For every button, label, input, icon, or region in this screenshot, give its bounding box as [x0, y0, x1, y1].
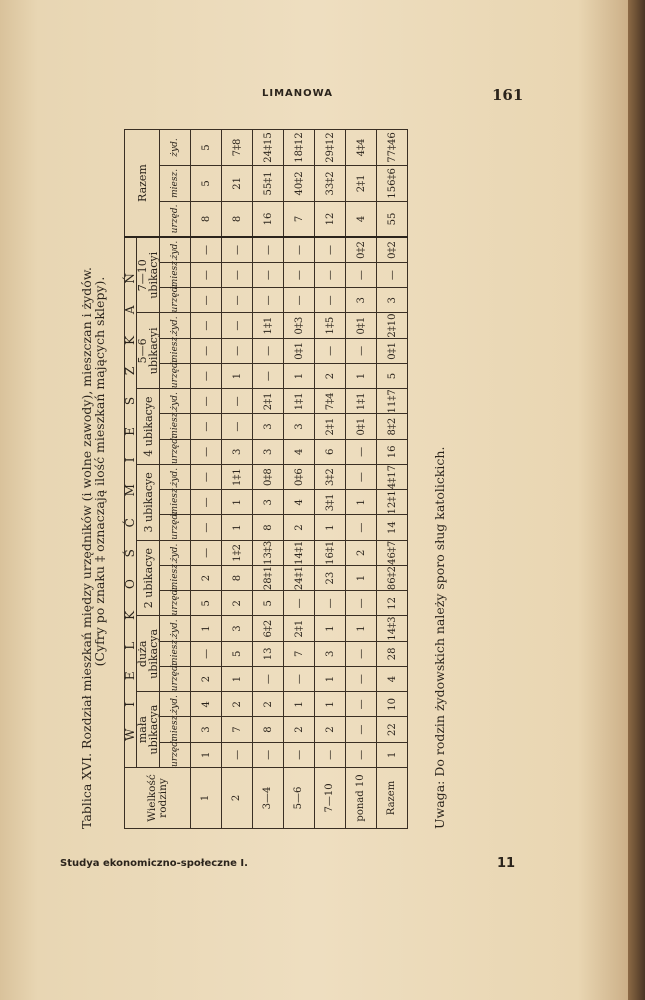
table-cell: 8‡2: [377, 414, 408, 439]
sub-header: żyd.: [160, 540, 191, 565]
table-cell: —: [315, 262, 346, 287]
table-cell: —: [191, 288, 222, 313]
table-cell: —: [253, 237, 284, 262]
table-cell: —: [346, 717, 377, 742]
table-cell: —: [191, 313, 222, 338]
rotated-table-block: [80, 114, 480, 829]
table-cell: 23: [315, 565, 346, 590]
table-cell: —: [191, 490, 222, 515]
table-cell: 3: [253, 414, 284, 439]
table-cell: 16: [377, 439, 408, 464]
table-cell: 5: [377, 363, 408, 388]
sub-header: żyd.: [160, 692, 191, 717]
table-cell: —: [346, 666, 377, 691]
table-cell: 4: [284, 439, 315, 464]
table-cell: 5: [191, 130, 222, 166]
table-cell: 7: [284, 201, 315, 237]
sub-header: żyd.: [160, 389, 191, 414]
table-cell: —: [191, 262, 222, 287]
table-cell: —: [346, 692, 377, 717]
table-cell: 1‡1: [253, 313, 284, 338]
table-cell: 5: [253, 591, 284, 616]
table-cell: —: [222, 389, 253, 414]
table-cell: 28‡1: [253, 565, 284, 590]
table-cell: 3: [284, 414, 315, 439]
table-cell: 8: [222, 201, 253, 237]
table-cell: —: [346, 641, 377, 666]
table-cell: —: [253, 288, 284, 313]
book-edge: [628, 0, 645, 1000]
table-cell: 3: [191, 717, 222, 742]
table-cell: —: [222, 414, 253, 439]
table-cell: 156‡6: [377, 166, 408, 202]
table-cell: 21: [222, 166, 253, 202]
table-cell: 3: [253, 490, 284, 515]
table-cell: —: [222, 237, 253, 262]
table-cell: 1: [222, 515, 253, 540]
row-label: 2: [222, 767, 253, 828]
table-cell: —: [253, 338, 284, 363]
table-cell: —: [346, 515, 377, 540]
caption-line-2: (Cyfry po znaku ‡ oznaczają ilość mieszkań mających sklepy).: [92, 276, 107, 667]
table-cell: 1‡2: [222, 540, 253, 565]
table-cell: —: [253, 262, 284, 287]
table-row: [315, 130, 346, 829]
table-cell: 14: [377, 515, 408, 540]
table-cell: 12‡1: [377, 490, 408, 515]
table-cell: 12: [377, 591, 408, 616]
table-cell: 24‡1: [284, 565, 315, 590]
table-cell: 24‡15: [253, 130, 284, 166]
group-header: 7—10 ubikacyi: [137, 237, 160, 313]
table-cell: —: [346, 591, 377, 616]
group-header: 2 ubikacye: [137, 540, 160, 616]
table-cell: 3: [253, 439, 284, 464]
table-cell: 5: [191, 591, 222, 616]
sub-header: urzęd.: [160, 666, 191, 691]
sub-header: żyd.: [160, 616, 191, 641]
table-cell: 11‡7: [377, 389, 408, 414]
table-cell: —: [191, 641, 222, 666]
table-cell: 4: [191, 692, 222, 717]
table-cell: 2: [284, 717, 315, 742]
table-cell: —: [284, 262, 315, 287]
sub-header: urzęd.: [160, 288, 191, 313]
table-cell: —: [284, 288, 315, 313]
table-cell: 8: [253, 515, 284, 540]
sub-header: miesz.: [160, 166, 191, 202]
super-header: W I E L K O Ś Ć M I E S Z K A Ń: [125, 237, 137, 767]
table-cell: 6: [315, 439, 346, 464]
table-cell: 0‡2: [346, 237, 377, 262]
table-cell: 1: [284, 692, 315, 717]
sub-header: żyd.: [160, 130, 191, 166]
sub-header: urzęd.: [160, 515, 191, 540]
table-cell: 2‡1: [315, 414, 346, 439]
table-cell: 1‡1: [222, 464, 253, 489]
page-number: 161: [492, 86, 524, 104]
row-label: Razem: [377, 767, 408, 828]
table-cell: 5: [222, 641, 253, 666]
table-cell: 0‡1: [284, 338, 315, 363]
table-cell: 29‡12: [315, 130, 346, 166]
table-cell: 1: [315, 692, 346, 717]
table-cell: 14‡1: [284, 540, 315, 565]
table-cell: —: [315, 742, 346, 767]
table-cell: 2‡1: [284, 616, 315, 641]
sub-header: miesz.: [160, 717, 191, 742]
table-cell: 1‡1: [346, 389, 377, 414]
table-cell: 2: [284, 515, 315, 540]
table-row: [253, 130, 284, 829]
table-cell: 2: [253, 692, 284, 717]
table-cell: 16‡1: [315, 540, 346, 565]
sub-header: urzęd.: [160, 363, 191, 388]
table-cell: 4: [346, 201, 377, 237]
table-cell: —: [191, 414, 222, 439]
table-cell: 2: [346, 540, 377, 565]
table-cell: —: [222, 313, 253, 338]
table-cell: 0‡6: [284, 464, 315, 489]
table-cell: —: [346, 338, 377, 363]
sub-header: miesz.: [160, 565, 191, 590]
table-cell: —: [346, 742, 377, 767]
table-cell: 5: [191, 166, 222, 202]
footnote: Uwaga: Do rodzin żydowskich należy sporo sług katolickich.: [432, 446, 447, 829]
table-cell: 3: [222, 439, 253, 464]
table-row: [377, 130, 408, 829]
table-cell: 3: [222, 616, 253, 641]
table-cell: 2: [315, 363, 346, 388]
table-cell: —: [191, 338, 222, 363]
footer-sheet-number: 11: [497, 856, 516, 871]
table-cell: 8: [191, 201, 222, 237]
table-cell: 18‡12: [284, 130, 315, 166]
group-header: 5—6 ubikacyi: [137, 313, 160, 389]
table-cell: 1: [222, 666, 253, 691]
table-cell: 14‡3: [377, 616, 408, 641]
row-label: 3—4: [253, 767, 284, 828]
group-header: duża ubikacya: [137, 616, 160, 692]
table-cell: 12: [315, 201, 346, 237]
table-cell: 4‡4: [346, 130, 377, 166]
table-cell: —: [191, 389, 222, 414]
table-cell: 10: [377, 692, 408, 717]
table-cell: 3: [315, 641, 346, 666]
table-cell: —: [315, 288, 346, 313]
table-cell: 1: [222, 490, 253, 515]
group-header: 4 ubikacye: [137, 389, 160, 465]
table-cell: 1: [191, 742, 222, 767]
table-cell: 16: [253, 201, 284, 237]
table-cell: —: [222, 742, 253, 767]
table-cell: —: [284, 666, 315, 691]
table-cell: —: [253, 666, 284, 691]
table-cell: —: [346, 464, 377, 489]
table-cell: 77‡46: [377, 130, 408, 166]
table-cell: 2: [315, 717, 346, 742]
table-cell: 55: [377, 201, 408, 237]
table-cell: 0‡1: [346, 313, 377, 338]
table-cell: 0‡2: [377, 237, 408, 262]
group-header: mała ubikacya: [137, 692, 160, 768]
table-row: [191, 130, 222, 829]
table-cell: 2‡10: [377, 313, 408, 338]
sub-header: urzęd.: [160, 201, 191, 237]
table-cell: 1: [346, 565, 377, 590]
row-label: 5—6: [284, 767, 315, 828]
sub-header: miesz.: [160, 641, 191, 666]
table-cell: 1‡1: [284, 389, 315, 414]
table-cell: 0‡1: [377, 338, 408, 363]
sub-header: urzęd.: [160, 439, 191, 464]
table-cell: 0‡3: [284, 313, 315, 338]
table-cell: 7: [222, 717, 253, 742]
group-header: 3 ubikacye: [137, 464, 160, 540]
table-cell: 1: [377, 742, 408, 767]
table-cell: —: [284, 591, 315, 616]
table-cell: —: [315, 338, 346, 363]
table-cell: 0‡1: [346, 414, 377, 439]
table-row: [222, 130, 253, 829]
table-cell: —: [377, 262, 408, 287]
table-cell: —: [191, 439, 222, 464]
table-cell: 2‡1: [253, 389, 284, 414]
table-cell: 22: [377, 717, 408, 742]
table-cell: 55‡1: [253, 166, 284, 202]
sub-header: miesz.: [160, 414, 191, 439]
table-cell: 1: [191, 616, 222, 641]
footer-series-title: Studya ekonomiczno-społeczne I.: [60, 858, 248, 869]
sub-header: żyd.: [160, 313, 191, 338]
table-cell: —: [315, 591, 346, 616]
table-cell: 4: [377, 666, 408, 691]
row-label: 7—10: [315, 767, 346, 828]
table-cell: 6‡2: [253, 616, 284, 641]
table-cell: 86‡2: [377, 565, 408, 590]
table-cell: 7: [284, 641, 315, 666]
table-cell: 4‡17: [377, 464, 408, 489]
table-cell: 1: [315, 515, 346, 540]
table-cell: 1: [284, 363, 315, 388]
table-cell: —: [346, 439, 377, 464]
table-cell: —: [222, 262, 253, 287]
table-cell: 8: [253, 717, 284, 742]
sub-header: urzęd.: [160, 591, 191, 616]
table-cell: 2: [191, 565, 222, 590]
table-cell: —: [253, 742, 284, 767]
table-cell: 3: [346, 288, 377, 313]
table-cell: 7‡4: [315, 389, 346, 414]
table-cell: 13‡3: [253, 540, 284, 565]
group-header: Razem: [125, 130, 160, 238]
table-cell: —: [222, 288, 253, 313]
table-cell: 28: [377, 641, 408, 666]
sub-header: żyd.: [160, 464, 191, 489]
table-cell: 2: [191, 666, 222, 691]
table-cell: 2: [222, 692, 253, 717]
table-row: [284, 130, 315, 829]
table-cell: 0‡8: [253, 464, 284, 489]
table-cell: 1: [346, 363, 377, 388]
table-cell: —: [191, 515, 222, 540]
table-cell: 7‡8: [222, 130, 253, 166]
table-cell: —: [346, 262, 377, 287]
table-cell: —: [191, 237, 222, 262]
table-cell: 33‡2: [315, 166, 346, 202]
sub-header: żyd.: [160, 237, 191, 262]
table-cell: 46‡7: [377, 540, 408, 565]
sub-header: urzęd.: [160, 742, 191, 767]
table-cell: 13: [253, 641, 284, 666]
row-label: 1: [191, 767, 222, 828]
table-cell: —: [315, 237, 346, 262]
table-cell: 1: [315, 616, 346, 641]
data-table: [124, 129, 408, 829]
table-cell: 1‡5: [315, 313, 346, 338]
table-cell: —: [253, 363, 284, 388]
table-caption: [80, 114, 106, 829]
table-cell: —: [284, 742, 315, 767]
table-cell: —: [284, 237, 315, 262]
sub-header: miesz.: [160, 490, 191, 515]
table-cell: 3‡1: [315, 490, 346, 515]
table-cell: 40‡2: [284, 166, 315, 202]
sub-header: miesz.: [160, 262, 191, 287]
table-cell: —: [191, 363, 222, 388]
table-cell: 4: [284, 490, 315, 515]
table-cell: 3‡2: [315, 464, 346, 489]
table-cell: 1: [315, 666, 346, 691]
table-cell: 1: [346, 616, 377, 641]
table-cell: 2: [222, 591, 253, 616]
running-title: LIMANOWA: [262, 88, 333, 99]
table-cell: 1: [222, 363, 253, 388]
table-cell: 3: [377, 288, 408, 313]
table-cell: 2‡1: [346, 166, 377, 202]
row-header: Wielkość rodziny: [125, 767, 191, 828]
table-cell: —: [222, 338, 253, 363]
caption-line-1: Tablica XVI. Rozdział mieszkań między urzędników (i wolne zawody), mieszczan i żydów.: [79, 267, 94, 829]
table-cell: 8: [222, 565, 253, 590]
table-row: [346, 130, 377, 829]
sub-header: miesz.: [160, 338, 191, 363]
table-cell: 1: [346, 490, 377, 515]
row-label: ponad 10: [346, 767, 377, 828]
table-cell: —: [191, 464, 222, 489]
table-cell: —: [191, 540, 222, 565]
